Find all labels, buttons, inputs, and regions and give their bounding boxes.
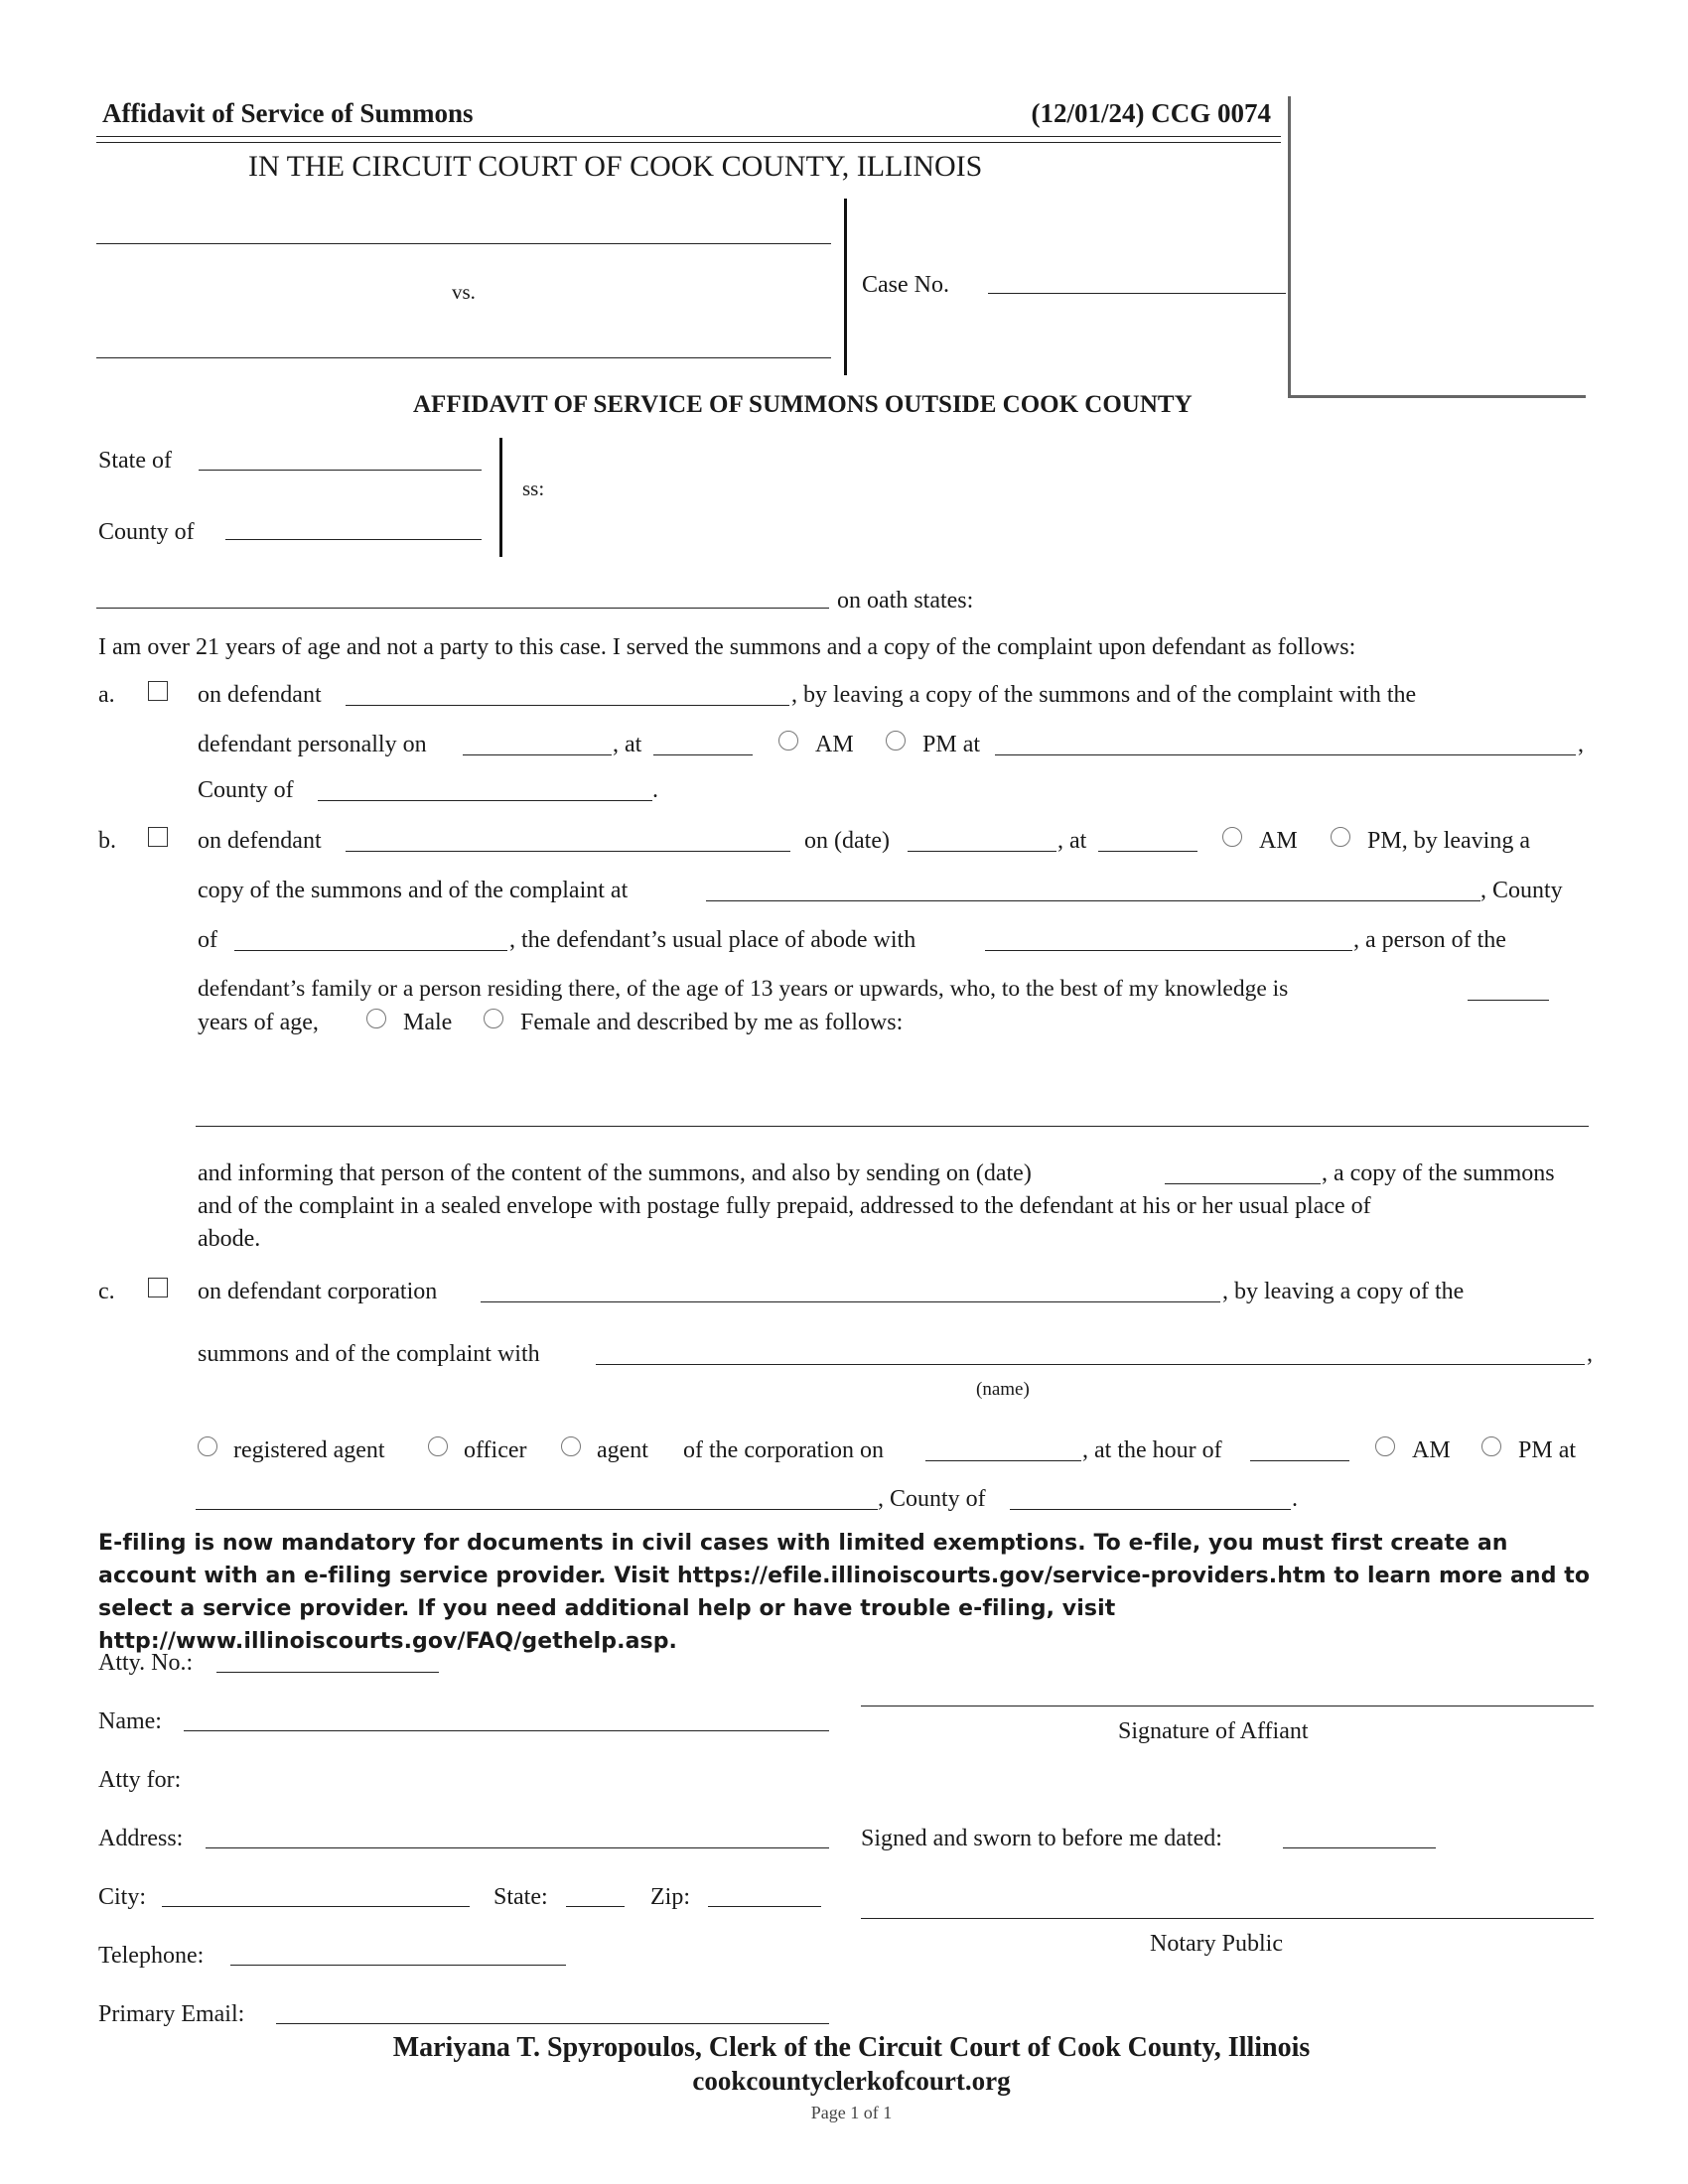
section-b-time-field[interactable]	[1098, 851, 1197, 852]
section-c-corporation-field[interactable]	[481, 1301, 1220, 1302]
atty-zip-field[interactable]	[708, 1906, 821, 1907]
affiant-signature-label: Signature of Affiant	[1118, 1718, 1309, 1744]
footer-page-number: Page 1 of 1	[810, 2103, 893, 2122]
section-b-of: of	[198, 927, 217, 953]
section-c-name-caption: (name)	[976, 1379, 1030, 1400]
section-a-am-radio[interactable]	[778, 731, 798, 751]
atty-email-field[interactable]	[276, 2023, 829, 2024]
section-a-letter: a.	[98, 682, 115, 708]
section-b-male-radio[interactable]	[366, 1009, 386, 1028]
section-a-at: , at	[613, 732, 642, 757]
venue-divider	[499, 438, 502, 557]
atty-email-label: Primary Email:	[98, 2001, 245, 2027]
section-b-am-label: AM	[1259, 828, 1298, 854]
section-c-location-field[interactable]	[196, 1509, 878, 1510]
section-c-agent-label: agent	[597, 1437, 648, 1463]
atty-for-label: Atty for:	[98, 1767, 182, 1793]
section-b-defendant-field[interactable]	[346, 851, 790, 852]
section-b-abode-with: , the defendant’s usual place of abode with	[509, 927, 916, 953]
section-c-leaving: , by leaving a copy of the	[1222, 1279, 1465, 1304]
footer-website: cookcountyclerkofcourt.org	[692, 2066, 1011, 2096]
section-b-informing-1: and informing that person of the content of the summons, and also by sending on (date)	[198, 1160, 1032, 1186]
atty-city-field[interactable]	[162, 1906, 470, 1907]
atty-no-label: Atty. No.:	[98, 1650, 194, 1676]
section-a-leaving-text: , by leaving a copy of the summons and of the complaint with the	[791, 682, 1417, 708]
section-b-checkbox[interactable]	[148, 827, 168, 847]
oath-states-label: on oath states:	[837, 588, 974, 614]
section-c-pm-radio[interactable]	[1481, 1436, 1501, 1456]
section-b-male-label: Male	[403, 1010, 453, 1035]
section-a-on-defendant: on defendant	[198, 682, 322, 708]
section-b-person-field[interactable]	[985, 950, 1352, 951]
section-c-period: .	[1292, 1486, 1298, 1512]
section-b-informing-3: and of the complaint in a sealed envelope with postage fully prepaid, addressed to the defendant at his or her usual place of	[198, 1193, 1371, 1219]
section-a-date-field[interactable]	[463, 754, 612, 755]
footer-clerk: Mariyana T. Spyropoulos, Clerk of the Circuit Court of Cook County, Illinois	[392, 2032, 1311, 2063]
efiling-notice: E-filing is now mandatory for documents in civil cases with limited exemptions. To e-file, you must first create an account with an e-filing service provider. Visit https://efile.illinoiscourts.gov/service-providers.htm to learn more and to select a service provider. If you need additional help or have trouble e-filing, visit http://www.illinoiscourts.gov/FAQ/gethelp.asp.	[98, 1531, 1591, 1654]
section-a-pm-at-label: PM at	[922, 732, 981, 757]
atty-state-field[interactable]	[566, 1906, 625, 1907]
section-a-county-of: County of	[198, 777, 294, 803]
section-b-address-field[interactable]	[706, 900, 1480, 901]
ss-label: ss:	[522, 477, 545, 500]
section-b-description-field[interactable]	[196, 1126, 1589, 1127]
section-c-pm-at-label: PM at	[1518, 1437, 1577, 1463]
section-b-on-date: on (date)	[804, 828, 890, 854]
oath-statement: I am over 21 years of age and not a party to this case. I served the summons and a copy of the complaint upon defendant as follows:	[98, 634, 1356, 660]
section-a-time-field[interactable]	[653, 754, 753, 755]
notary-public-label: Notary Public	[1150, 1931, 1283, 1957]
atty-address-label: Address:	[98, 1826, 184, 1851]
section-a-personally-on: defendant personally on	[198, 732, 427, 757]
section-c-checkbox[interactable]	[148, 1278, 168, 1297]
section-a-period: .	[652, 777, 658, 803]
section-b-county: , County	[1480, 878, 1563, 903]
stamp-box-left-edge	[1288, 96, 1291, 397]
section-c-registered-agent-label: registered agent	[233, 1437, 385, 1463]
section-b-family-text: defendant’s family or a person residing there, of the age of 13 years or upwards, who, to the best of my knowledge is	[198, 976, 1289, 1002]
section-c-comma: ,	[1587, 1341, 1593, 1367]
section-a-location-field[interactable]	[995, 754, 1576, 755]
defendant-field[interactable]	[96, 357, 831, 358]
section-b-copy-at: copy of the summons and of the complaint at	[198, 878, 629, 903]
section-b-pm-radio[interactable]	[1331, 827, 1350, 847]
form-code: (12/01/24) CCG 0074	[1031, 98, 1271, 128]
section-b-female-radio[interactable]	[484, 1009, 503, 1028]
section-c-time-field[interactable]	[1250, 1460, 1349, 1461]
court-name: IN THE CIRCUIT COURT OF COOK COUNTY, ILLINOIS	[248, 150, 983, 183]
atty-no-field[interactable]	[216, 1672, 439, 1673]
affidavit-title: AFFIDAVIT OF SERVICE OF SUMMONS OUTSIDE COOK COUNTY	[413, 391, 1193, 418]
plaintiff-field[interactable]	[96, 243, 831, 244]
section-c-letter: c.	[98, 1279, 115, 1304]
vs-label: vs.	[452, 280, 476, 304]
section-a-county-field[interactable]	[318, 800, 652, 801]
county-of-field[interactable]	[225, 539, 482, 540]
section-b-person-of: , a person of the	[1353, 927, 1506, 953]
section-a-defendant-field[interactable]	[346, 705, 789, 706]
section-b-on-defendant: on defendant	[198, 828, 322, 854]
section-b-mailing-date-field[interactable]	[1165, 1183, 1321, 1184]
section-b-pm-leaving: PM, by leaving a	[1367, 828, 1530, 854]
caption-divider	[844, 199, 847, 375]
section-c-registered-agent-radio[interactable]	[198, 1436, 217, 1456]
county-of-label: County of	[98, 519, 195, 545]
section-c-of-corp-on: of the corporation on	[683, 1437, 884, 1463]
case-no-label: Case No.	[862, 272, 949, 298]
section-c-county-field[interactable]	[1010, 1509, 1291, 1510]
state-of-label: State of	[98, 448, 172, 474]
section-b-date-field[interactable]	[908, 851, 1056, 852]
section-c-at-hour: , at the hour of	[1082, 1437, 1222, 1463]
header-rule-top	[96, 136, 1281, 137]
section-a-am-label: AM	[815, 732, 854, 757]
atty-zip-label: Zip:	[650, 1884, 690, 1910]
case-no-field[interactable]	[988, 293, 1286, 294]
atty-telephone-label: Telephone:	[98, 1943, 205, 1969]
section-c-officer-radio[interactable]	[428, 1436, 448, 1456]
affiant-name-field[interactable]	[96, 608, 829, 609]
state-of-field[interactable]	[199, 470, 482, 471]
atty-telephone-field[interactable]	[230, 1965, 566, 1966]
section-c-complaint-with: summons and of the complaint with	[198, 1341, 540, 1367]
atty-city-label: City:	[98, 1884, 147, 1910]
section-c-date-field[interactable]	[925, 1460, 1081, 1461]
section-a-checkbox[interactable]	[148, 681, 168, 701]
atty-state-label: State:	[493, 1884, 548, 1910]
section-b-letter: b.	[98, 828, 116, 854]
atty-name-field[interactable]	[184, 1730, 829, 1731]
header-rule-bottom	[96, 142, 1281, 143]
sworn-date-field[interactable]	[1283, 1847, 1436, 1848]
sworn-date-label: Signed and sworn to before me dated:	[861, 1826, 1222, 1851]
section-a-comma: ,	[1578, 732, 1584, 757]
section-c-county-of: , County of	[878, 1486, 986, 1512]
section-c-am-radio[interactable]	[1375, 1436, 1395, 1456]
section-b-female-label: Female and described by me as follows:	[520, 1010, 904, 1035]
section-c-agent-radio[interactable]	[561, 1436, 581, 1456]
section-b-age-field[interactable]	[1468, 1000, 1549, 1001]
section-c-on-corporation: on defendant corporation	[198, 1279, 438, 1304]
notary-signature-field[interactable]	[861, 1918, 1594, 1919]
section-b-informing-4: abode.	[198, 1226, 261, 1252]
section-b-years-of-age: years of age,	[198, 1010, 319, 1035]
section-c-name-field[interactable]	[596, 1364, 1585, 1365]
form-title: Affidavit of Service of Summons	[102, 98, 474, 128]
section-b-am-radio[interactable]	[1222, 827, 1242, 847]
atty-name-label: Name:	[98, 1708, 162, 1734]
section-c-officer-label: officer	[464, 1437, 527, 1463]
section-b-at: , at	[1057, 828, 1087, 854]
section-c-am-label: AM	[1412, 1437, 1451, 1463]
atty-address-field[interactable]	[206, 1847, 829, 1848]
section-b-informing-2: , a copy of the summons	[1322, 1160, 1555, 1186]
section-b-county-field[interactable]	[234, 950, 507, 951]
stamp-box-bottom-edge	[1288, 395, 1586, 398]
section-a-pm-radio[interactable]	[886, 731, 906, 751]
